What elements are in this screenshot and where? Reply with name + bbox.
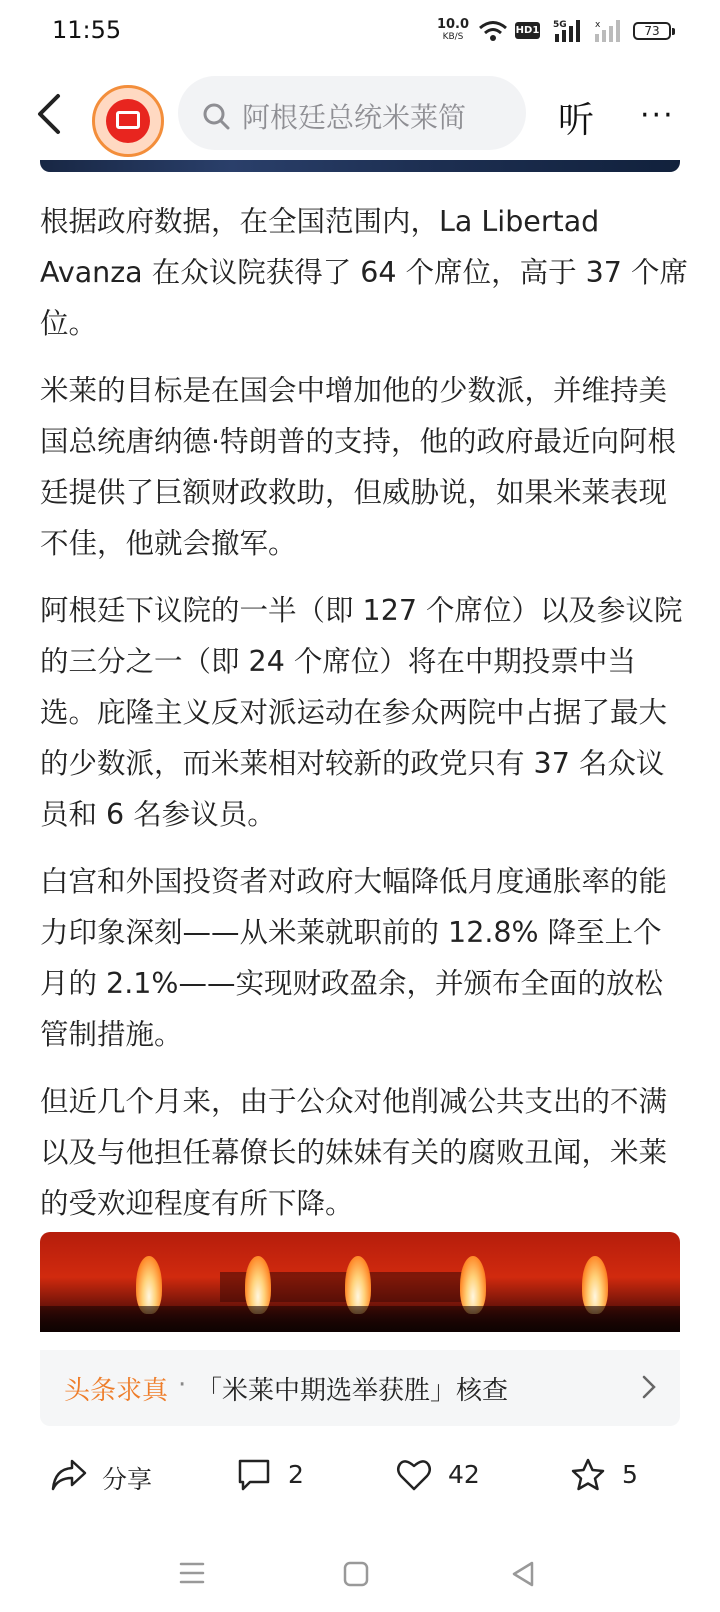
- search-input[interactable]: 阿根廷总统米莱简: [242, 101, 467, 134]
- battery-icon: 73: [633, 22, 671, 40]
- top-nav: [0, 72, 720, 160]
- fact-check-separator: ·: [178, 1370, 187, 1400]
- network-speed: [436, 19, 470, 43]
- comment-count: 2: [288, 1460, 304, 1489]
- system-nav-bar: [0, 1540, 720, 1612]
- toutiao-logo-icon: [106, 99, 150, 143]
- comment-icon: [236, 1458, 272, 1492]
- chevron-right-icon: [640, 1374, 658, 1400]
- share-button[interactable]: [50, 1454, 160, 1498]
- article-paragraph: 根据政府数据，在全国范围内，La Libertad Avanza 在众议院获得了 64 个席位，高于 37 个席位。: [40, 205, 688, 340]
- status-bar: [0, 0, 720, 62]
- star-icon: [570, 1458, 606, 1492]
- clock: 11:55: [52, 16, 122, 44]
- article-paragraph: 白宫和外国投资者对政府大幅降低月度通胀率的能力印象深刻——从米莱就职前的 12.8% 降至上个月的 2.1%——实现财政盈余，并颁布全面的放松管制措施。: [40, 865, 668, 1051]
- app-logo[interactable]: [92, 85, 164, 157]
- share-icon: [50, 1458, 88, 1492]
- action-bar: [0, 1440, 720, 1520]
- menu-icon[interactable]: [178, 1560, 206, 1586]
- signal-5g-icon: [553, 18, 585, 42]
- heart-icon: [396, 1458, 432, 1492]
- wifi-icon: [478, 20, 508, 42]
- more-button[interactable]: ···: [640, 98, 675, 133]
- search-bar[interactable]: [178, 76, 526, 150]
- favorite-count: 5: [622, 1460, 638, 1489]
- fact-check-card[interactable]: [40, 1350, 680, 1426]
- article-body: [40, 196, 690, 1245]
- network-speed-value: 10.0: [436, 17, 470, 32]
- concert-image[interactable]: [40, 1232, 680, 1332]
- home-icon[interactable]: [342, 1560, 370, 1588]
- favorite-button[interactable]: [570, 1454, 650, 1498]
- hd-voice-icon: HD1: [515, 22, 540, 39]
- network-speed-unit: KB/S: [442, 32, 464, 42]
- article-paragraph: 米莱的目标是在国会中增加他的少数派，并维持美国总统唐纳德·特朗普的支持，他的政府最近向阿根廷提供了巨额财政救助，但威胁说，如果米莱表现不佳，他就会撤军。: [40, 374, 677, 560]
- svg-text:x: x: [595, 20, 601, 30]
- comment-button[interactable]: [236, 1454, 316, 1498]
- share-label: 分享: [102, 1465, 153, 1494]
- signal-icon: [593, 18, 625, 42]
- fact-check-title: 「米莱中期选举获胜」核查: [196, 1376, 509, 1406]
- back-arrow-icon[interactable]: [30, 92, 74, 136]
- back-icon[interactable]: [510, 1560, 536, 1588]
- search-icon: [202, 102, 230, 130]
- svg-text:5G: 5G: [553, 20, 567, 30]
- article-image-top[interactable]: [40, 160, 680, 172]
- like-count: 42: [448, 1460, 480, 1489]
- fact-check-tag: 头条求真: [64, 1376, 169, 1406]
- like-button[interactable]: [396, 1454, 486, 1498]
- crowd: [40, 1306, 680, 1332]
- article-paragraph: 阿根廷下议院的一半（即 127 个席位）以及参议院的三分之一（即 24 个席位）将在中期投票中当选。庇隆主义反对派运动在参众两院中占据了最大的少数派，而米莱相对较新的政党只有 37 名众议员和 6 名参议员。: [40, 594, 683, 831]
- listen-button[interactable]: 听: [558, 100, 595, 141]
- article-paragraph: 但近几个月来，由于公众对他削减公共支出的不满以及与他担任幕僚长的妹妹有关的腐败丑闻，米莱的受欢迎程度有所下降。: [40, 1085, 668, 1220]
